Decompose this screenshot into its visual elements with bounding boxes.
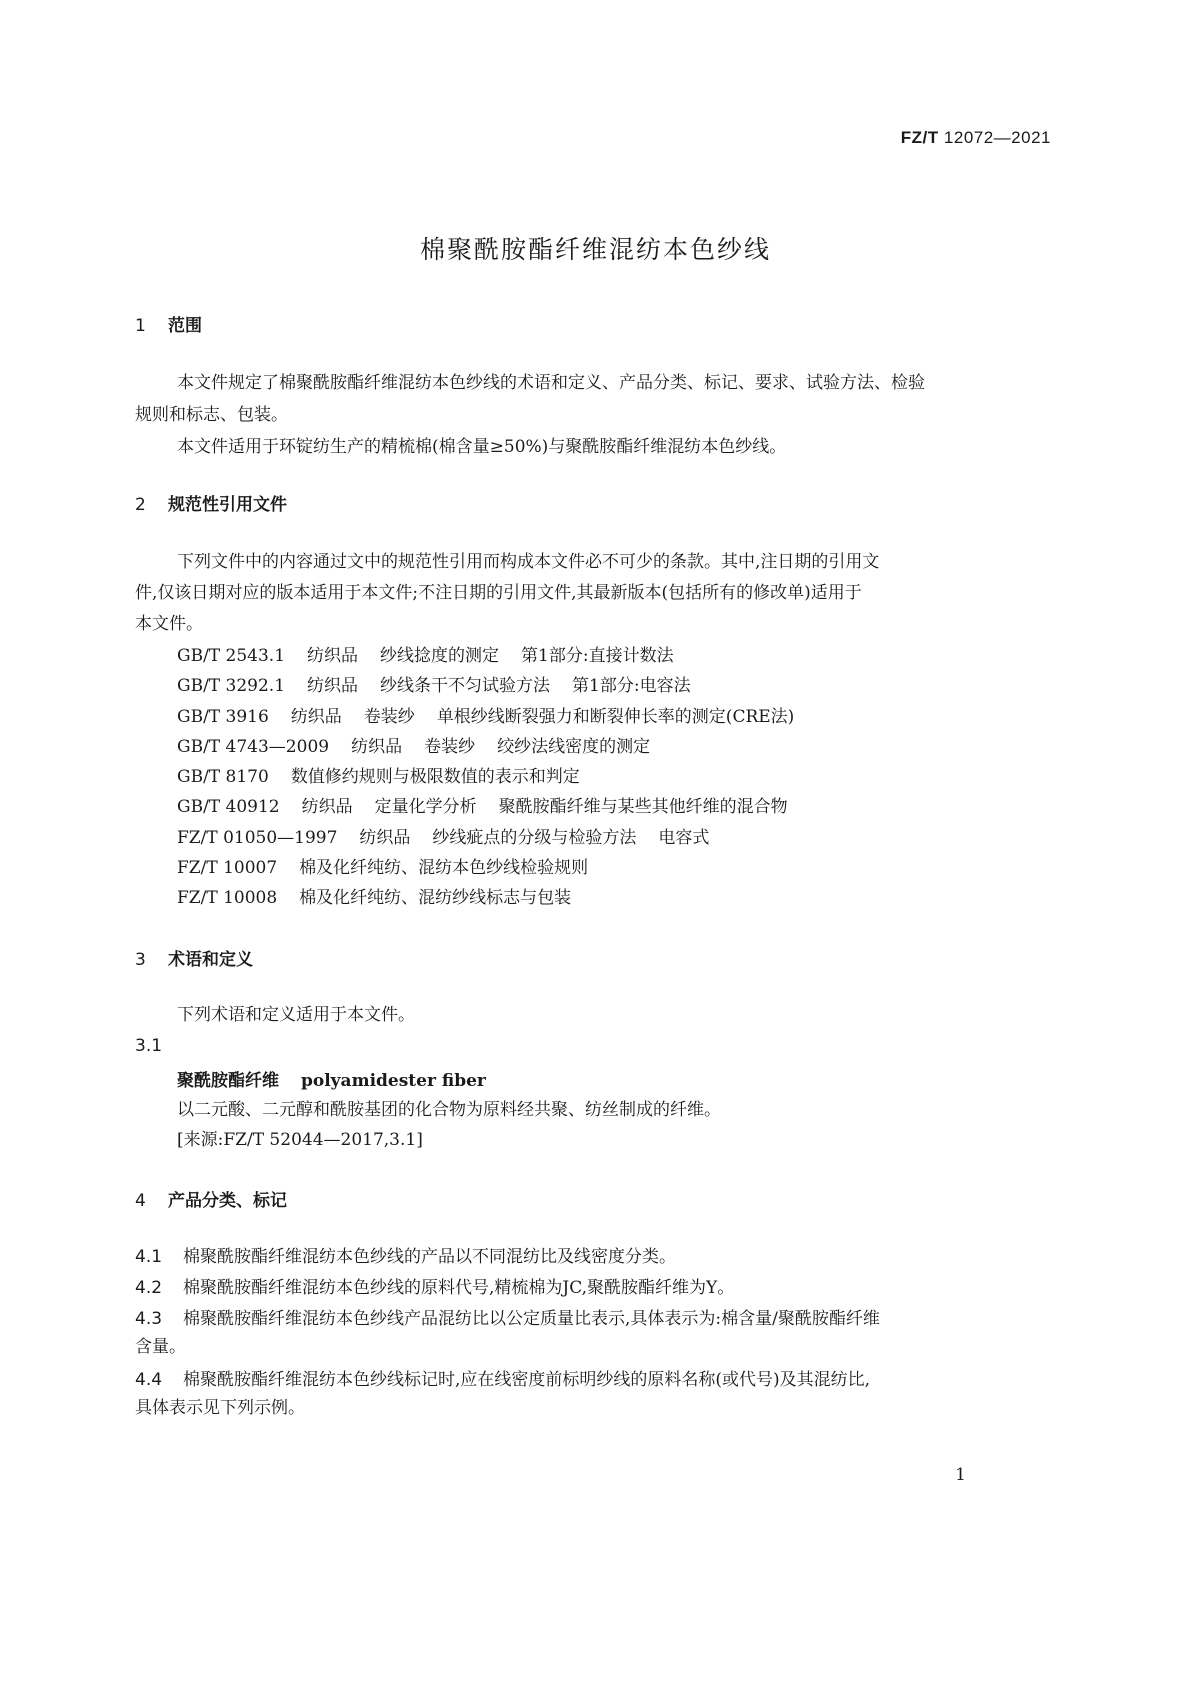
- term-number: 3.1: [135, 1036, 163, 1056]
- section-heading-classification: 4 产品分类、标记: [135, 1191, 287, 1211]
- standard-code: [901, 128, 1051, 148]
- clause-4-1: 4.1 棉聚酰胺酯纤维混纺本色纱线的产品以不同混纺比及线密度分类。: [135, 1247, 676, 1267]
- term-entry: [177, 1066, 486, 1091]
- section-heading-normative: 2 规范性引用文件: [135, 495, 287, 515]
- reference-item: GB/T 3916 纺织品 卷装纱 单根纱线断裂强力和断裂伸长率的测定(CRE法): [177, 707, 795, 727]
- standard-code-number: 12072—2021: [943, 128, 1051, 147]
- clause-4-3-cont: 含量。: [135, 1337, 186, 1357]
- reference-item: FZ/T 10008 棉及化纤纯纺、混纺纱线标志与包装: [177, 888, 572, 908]
- reference-item: GB/T 3292.1 纺织品 纱线条干不匀试验方法 第1部分:电容法: [177, 676, 691, 696]
- clause-4-3: 4.3 棉聚酰胺酯纤维混纺本色纱线产品混纺比以公定质量比表示,具体表示为:棉含量/聚酰胺酯纤维: [135, 1309, 880, 1329]
- section-heading-terms: 3 术语和定义: [135, 950, 253, 970]
- reference-item: GB/T 8170 数值修约规则与极限数值的表示和判定: [177, 767, 580, 787]
- normative-intro-line-1: 下列文件中的内容通过文中的规范性引用而构成本文件必不可少的条款。其中,注日期的引用文: [177, 552, 880, 572]
- terms-intro: 下列术语和定义适用于本文件。: [177, 1005, 415, 1025]
- term-definition: 以二元酸、二元醇和酰胺基团的化合物为原料经共聚、纺丝制成的纤维。: [177, 1100, 721, 1120]
- clause-4-2: 4.2 棉聚酰胺酯纤维混纺本色纱线的原料代号,精梳棉为JC,聚酰胺酯纤维为Y。: [135, 1278, 735, 1298]
- document-title: 棉聚酰胺酯纤维混纺本色纱线: [419, 235, 771, 264]
- clause-4-4: 4.4 棉聚酰胺酯纤维混纺本色纱线标记时,应在线密度前标明纱线的原料名称(或代号)及其混纺比,: [135, 1370, 871, 1390]
- term-source: [来源:FZ/T 52044—2017,3.1]: [177, 1130, 423, 1150]
- standard-code-prefix: FZ/T: [900, 128, 939, 147]
- page-number: 1: [955, 1465, 966, 1485]
- scope-paragraph-2: 本文件适用于环锭纺生产的精梳棉(棉含量≥50%)与聚酰胺酯纤维混纺本色纱线。: [177, 437, 787, 457]
- clause-4-4-cont: 具体表示见下列示例。: [135, 1398, 305, 1418]
- reference-item: GB/T 2543.1 纺织品 纱线捻度的测定 第1部分:直接计数法: [177, 646, 674, 666]
- reference-item: FZ/T 01050—1997 纺织品 纱线疵点的分级与检验方法 电容式: [177, 828, 710, 848]
- term-name-en: polyamidester fiber: [301, 1071, 486, 1091]
- reference-item: FZ/T 10007 棉及化纤纯纺、混纺本色纱线检验规则: [177, 858, 589, 878]
- normative-intro-line-2: 件,仅该日期对应的版本适用于本文件;不注日期的引用文件,其最新版本(包括所有的修改单)适用于: [135, 583, 862, 603]
- section-heading-scope: 1 范围: [135, 316, 202, 336]
- scope-paragraph-1-cont: 规则和标志、包装。: [135, 405, 288, 425]
- term-name-zh: 聚酰胺酯纤维: [177, 1071, 279, 1091]
- reference-item: GB/T 4743—2009 纺织品 卷装纱 绞纱法线密度的测定: [177, 737, 651, 757]
- reference-item: GB/T 40912 纺织品 定量化学分析 聚酰胺酯纤维与某些其他纤维的混合物: [177, 797, 788, 817]
- normative-intro-line-3: 本文件。: [135, 614, 203, 634]
- scope-paragraph-1: 本文件规定了棉聚酰胺酯纤维混纺本色纱线的术语和定义、产品分类、标记、要求、试验方法、检验: [177, 373, 925, 393]
